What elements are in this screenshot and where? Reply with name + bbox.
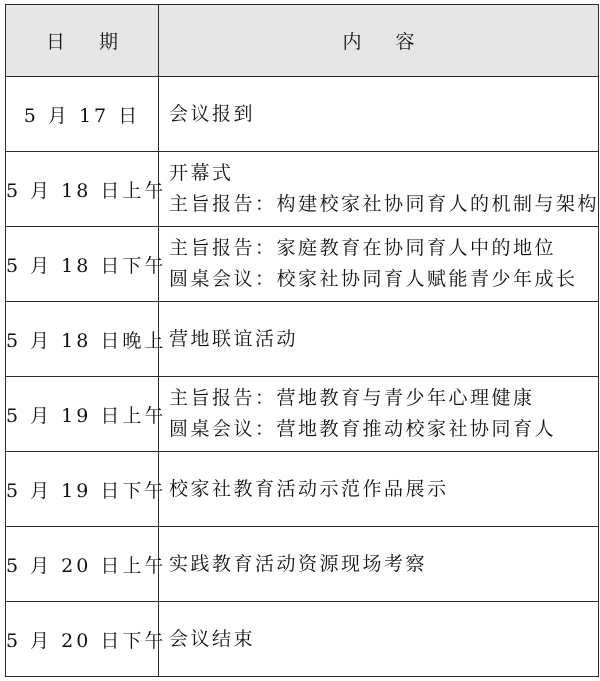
row-date: 5 月 17 日 xyxy=(6,77,159,152)
table-row xyxy=(6,377,599,452)
table-row xyxy=(6,302,599,377)
row-content xyxy=(159,227,599,302)
content-line: 主旨报告：营地教育与青少年心理健康 xyxy=(169,387,535,409)
table-header xyxy=(6,5,599,77)
row-date: 5 月 19 日上午 xyxy=(6,377,159,452)
content-line: 会议结束 xyxy=(169,627,256,650)
content-line: 实践教育活动资源现场考察 xyxy=(169,552,428,575)
table-row xyxy=(6,227,599,302)
row-date: 5 月 18 日下午 xyxy=(6,227,159,302)
row-date: 5 月 19 日下午 xyxy=(6,452,159,527)
row-content xyxy=(159,302,599,377)
row-date: 5 月 18 日上午 xyxy=(6,152,159,227)
content-line: 会议报到 xyxy=(169,102,256,125)
row-content xyxy=(159,377,599,452)
content-line: 主旨报告：构建校家社协同育人的机制与架构 xyxy=(169,193,600,215)
row-content xyxy=(159,527,599,602)
content-line: 圆桌会议：校家社协同育人赋能青少年成长 xyxy=(169,268,578,290)
row-date: 5 月 20 日下午 xyxy=(6,602,159,677)
row-content xyxy=(159,77,599,152)
row-date: 5 月 18 日晚上 xyxy=(6,302,159,377)
content-line: 圆桌会议：营地教育推动校家社协同育人 xyxy=(169,418,557,440)
table-row xyxy=(6,452,599,527)
table-row xyxy=(6,77,599,152)
table-body xyxy=(6,77,599,677)
row-content xyxy=(159,602,599,677)
table-row xyxy=(6,527,599,602)
row-date: 5 月 20 日上午 xyxy=(6,527,159,602)
table-row xyxy=(6,602,599,677)
table-row xyxy=(6,152,599,227)
header-row xyxy=(6,5,599,77)
row-content xyxy=(159,452,599,527)
content-line: 主旨报告：家庭教育在协同育人中的地位 xyxy=(169,237,557,259)
schedule-table xyxy=(5,4,599,677)
row-content xyxy=(159,152,599,227)
content-line: 校家社教育活动示范作品展示 xyxy=(169,477,449,500)
content-line: 营地联谊活动 xyxy=(169,327,299,350)
header-date: 日 期 xyxy=(6,5,159,77)
header-content: 内 容 xyxy=(159,5,599,77)
content-line: 开幕式 xyxy=(169,162,234,184)
